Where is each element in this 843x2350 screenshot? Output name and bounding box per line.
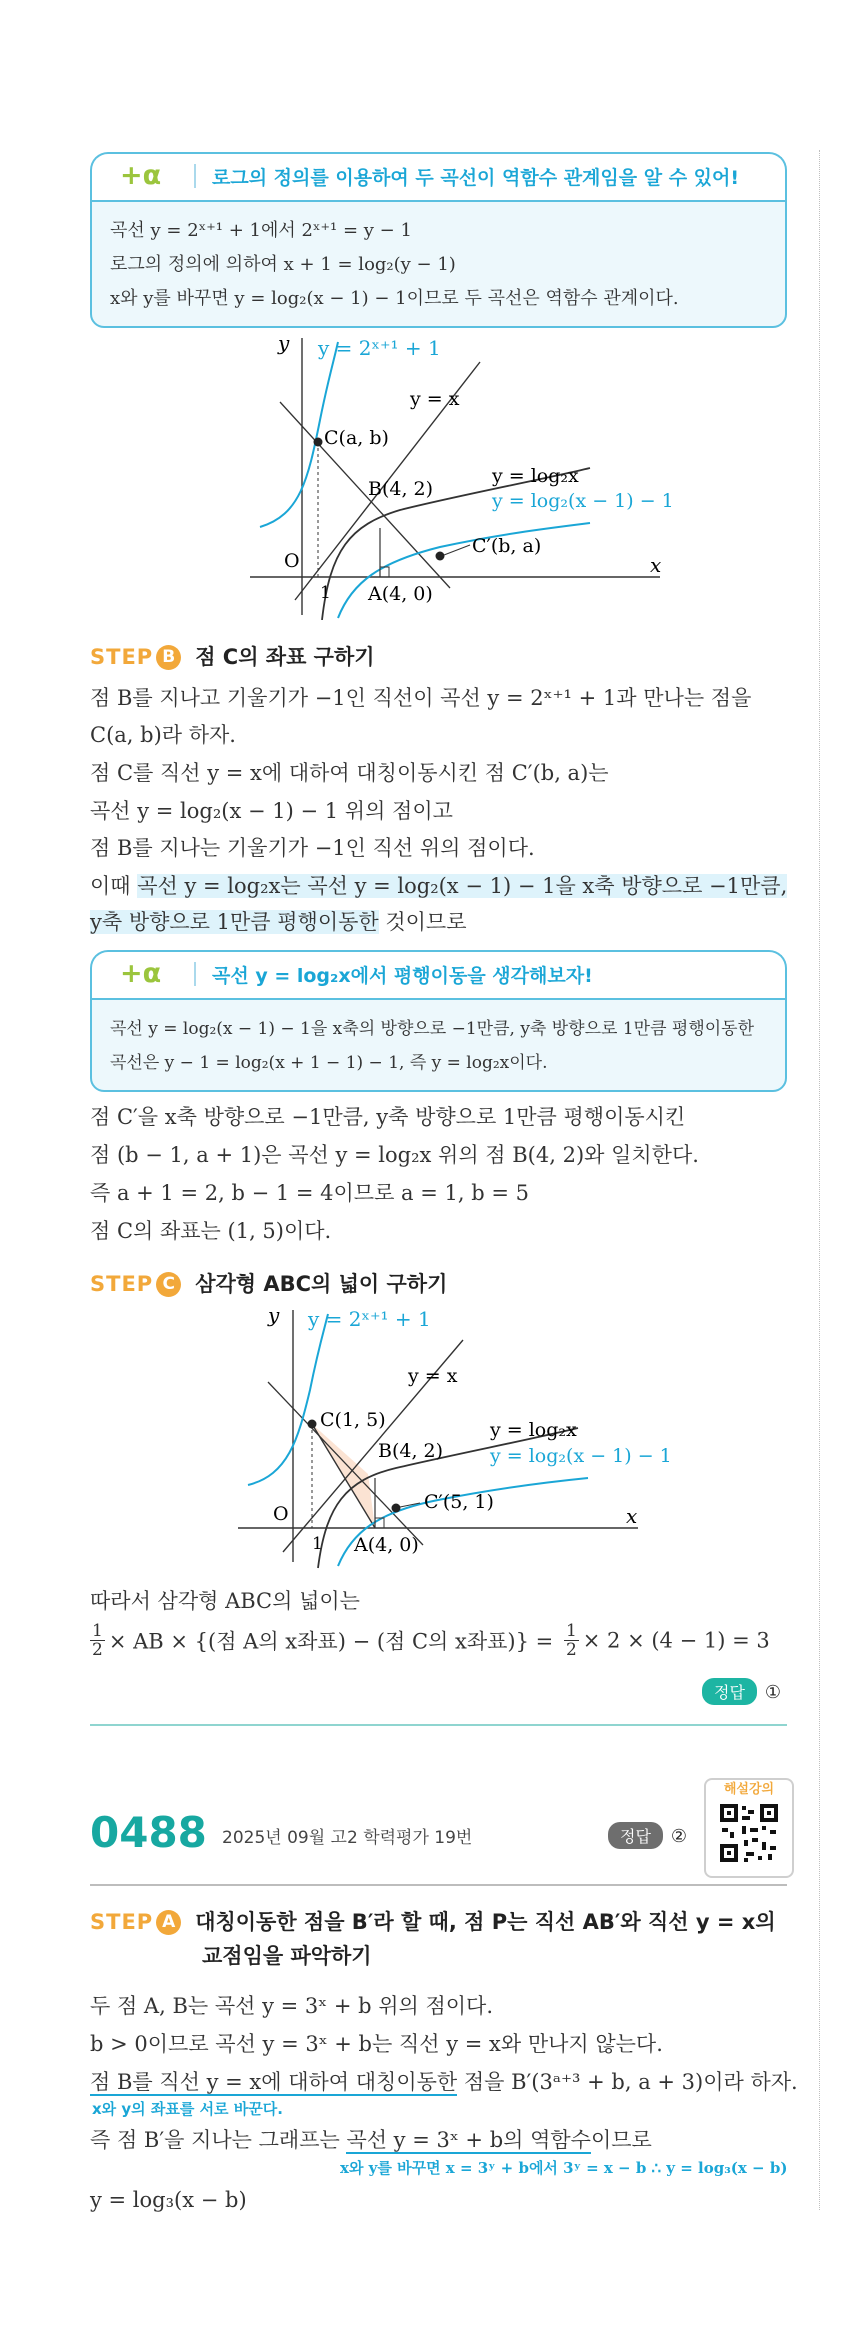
fraction-numerator: 1: [565, 1621, 577, 1641]
curve-log2-label: y = log₂(x − 1) − 1: [492, 490, 674, 512]
tip-box-2: [90, 950, 787, 1092]
text-line: 즉 a + 1 = 2, b − 1 = 4이므로 a = 1, b = 5: [90, 1181, 529, 1205]
underlined-text: 곡선 y = 3ˣ + b의 역함수: [346, 2128, 591, 2152]
step-letter-badge: C: [156, 1272, 181, 1297]
text-line: b > 0이므로 곡선 y = 3ˣ + b는 직선 y = x와 만나지 않는다.: [90, 2032, 663, 2056]
tip-line: 곡선은 y − 1 = log₂(x + 1 − 1) − 1, 즉 y = log₂x이다.: [110, 1053, 548, 1073]
text-line: y = log₃(x − b): [90, 2188, 247, 2212]
area-formula: [90, 1622, 770, 1670]
question-divider: [90, 1884, 787, 1886]
tip-header: [90, 152, 787, 200]
qr-code-icon: [718, 1802, 780, 1864]
tip-box-1: [90, 152, 787, 328]
point-B-label: B(4, 2): [368, 478, 434, 500]
line-yx-label: y = x: [408, 1365, 458, 1387]
tip-line: 곡선 y = 2ˣ⁺¹ + 1에서 2ˣ⁺¹ = y − 1: [110, 220, 412, 241]
point-C-prime: [392, 1504, 401, 1513]
step-title: 점 C의 좌표 구하기: [195, 645, 375, 669]
question-number: 0488: [90, 1808, 207, 1857]
highlighted-text: y축 방향으로 1만큼 평행이동한: [90, 910, 379, 934]
curve-log2-label: y = log₂(x − 1) − 1: [490, 1445, 672, 1467]
line-slope-minus-one: [268, 1382, 423, 1545]
text-span: 이때: [90, 874, 138, 898]
answer-line: [608, 1822, 687, 1849]
tip-header: [90, 950, 787, 998]
divider: [194, 164, 196, 188]
point-C: [308, 1420, 317, 1429]
point-A-label: A(4, 0): [354, 1534, 419, 1556]
divider: [194, 962, 196, 986]
text-line: [90, 2124, 652, 2154]
step-title: 교점임을 파악하기: [202, 1944, 372, 1968]
curve-log-label: y = log₂x: [490, 1419, 577, 1441]
text-span: 즉 점 B′을 지나는 그래프는: [90, 2128, 347, 2152]
curve-exp-label: y = 2ˣ⁺¹ + 1: [308, 1307, 431, 1331]
highlight-line-1: [90, 870, 787, 900]
text-span: 이므로: [590, 2128, 652, 2152]
x-axis-label: x: [650, 553, 662, 577]
plus-alpha-icon: +α: [120, 160, 162, 191]
label-pointer: [444, 545, 470, 555]
step-b-heading: [90, 641, 375, 671]
step-letter-badge: B: [156, 645, 181, 670]
answer-line: [702, 1678, 781, 1705]
tip-line: x와 y를 바꾸면 y = log₂(x − 1) − 1이므로 두 곡선은 역함수 관계이다.: [110, 288, 679, 309]
step-label: STEP: [90, 1272, 154, 1296]
point-C-label: C(a, b): [324, 427, 389, 449]
fraction: [90, 1622, 105, 1659]
step-label: STEP: [90, 645, 154, 669]
question-source: 2025년 09월 고2 학력평가 19번: [222, 1828, 473, 1848]
fraction-denominator: 2: [92, 1640, 103, 1660]
curve-exponential: [248, 1314, 328, 1485]
fraction-denominator: 2: [565, 1640, 577, 1660]
graph-figure-1: [240, 330, 710, 620]
point-B-label: B(4, 2): [378, 1440, 444, 1462]
tick-one-label: 1: [320, 583, 331, 603]
point-A-label: A(4, 0): [368, 583, 433, 605]
origin-label: O: [273, 1503, 289, 1525]
plus-alpha-icon: +α: [120, 958, 162, 989]
answer-value: ②: [670, 1826, 688, 1847]
text-line: 점 C의 좌표는 (1, 5)이다.: [90, 1219, 332, 1243]
annotation-note: x와 y의 좌표를 서로 바꾼다.: [92, 2100, 283, 2118]
text-span: 것이므로: [378, 910, 467, 934]
highlighted-text: 곡선 y = log₂x는 곡선 y = log₂(x − 1) − 1을 x축 방향으로 −1만큼,: [137, 874, 788, 898]
fraction: [564, 1622, 579, 1659]
step-title: 삼각형 ABC의 넓이 구하기: [195, 1272, 448, 1296]
text-line: 점 C를 직선 y = x에 대하여 대칭이동시킨 점 C′(b, a)는: [90, 761, 609, 785]
lecture-label: 해설강의: [723, 1782, 775, 1797]
column-divider: [819, 150, 820, 2210]
highlight-line-2: [90, 906, 467, 936]
text-line: 두 점 A, B는 곡선 y = 3ˣ + b 위의 점이다.: [90, 1994, 493, 2018]
text-span: 점을 B′(3ᵃ⁺³ + b, a + 3)이라 하자.: [457, 2070, 798, 2094]
curve-log-label: y = log₂x: [492, 465, 579, 487]
step-title: 대칭이동한 점을 B′라 할 때, 점 P는 직선 AB′와 직선 y = x의: [195, 1910, 776, 1934]
x-axis-label: x: [626, 1504, 638, 1528]
text-line: 점 B를 지나고 기울기가 −1인 직선이 곡선 y = 2ˣ⁺¹ + 1과 만나는 점을: [90, 686, 752, 710]
line-yx-label: y = x: [410, 388, 460, 410]
graph-figure-2: [228, 1300, 698, 1570]
point-C-prime-label: C′(5, 1): [424, 1491, 494, 1513]
y-axis-label: y: [268, 1303, 280, 1327]
underlined-text: 점 B를 직선 y = x에 대하여 대칭이동한: [90, 2070, 458, 2094]
tip-body: [90, 200, 787, 328]
text-line: C(a, b)라 하자.: [90, 723, 236, 747]
tip-line: 곡선 y = log₂(x − 1) − 1을 x축의 방향으로 −1만큼, y축 방향으로 1만큼 평행이동한: [110, 1019, 755, 1039]
answer-badge: 정답: [608, 1822, 663, 1849]
point-C-label: C(1, 5): [320, 1409, 386, 1431]
tip-title: 로그의 정의를 이용하여 두 곡선이 역함수 관계임을 알 수 있어!: [212, 167, 740, 189]
text-line: 점 C′을 x축 방향으로 −1만큼, y축 방향으로 1만큼 평행이동시킨: [90, 1105, 686, 1129]
text-line: 점 B를 지나는 기울기가 −1인 직선 위의 점이다.: [90, 836, 535, 860]
step-label: STEP: [90, 1910, 154, 1934]
fraction-numerator: 1: [92, 1621, 103, 1641]
curve-exp-label: y = 2ˣ⁺¹ + 1: [318, 336, 441, 360]
origin-label: O: [284, 550, 300, 572]
text-line: 따라서 삼각형 ABC의 넓이는: [90, 1589, 360, 1613]
lecture-qr-box[interactable]: [704, 1778, 794, 1878]
y-axis-label: y: [278, 331, 290, 355]
answer-value: ①: [764, 1682, 782, 1703]
tip-body: [90, 998, 787, 1092]
step-c-heading: [90, 1268, 447, 1298]
tip-line: 로그의 정의에 의하여 x + 1 = log₂(y − 1): [110, 254, 456, 275]
text-line: 점 (b − 1, a + 1)은 곡선 y = log₂x 위의 점 B(4, 2)와 일치한다.: [90, 1143, 699, 1167]
tip-title: 곡선 y = log₂x에서 평행이동을 생각해보자!: [212, 965, 593, 987]
step-a-heading: [90, 1906, 776, 1936]
section-divider: [90, 1724, 787, 1726]
text-line: 곡선 y = log₂(x − 1) − 1 위의 점이고: [90, 799, 453, 823]
annotation-note: x와 y를 바꾸면 x = 3ʸ + b에서 3ʸ = x − b ∴ y = log₃(x − b): [340, 2159, 788, 2177]
text-line: [90, 2066, 798, 2096]
point-C-prime-label: C′(b, a): [472, 535, 542, 557]
formula-text: × AB × {(점 A의 x좌표) − (점 C의 x좌표)} =: [108, 1629, 554, 1654]
formula-text: × 2 × (4 − 1) = 3: [582, 1628, 770, 1653]
step-a-heading-cont: [202, 1940, 372, 1970]
step-letter-badge: A: [156, 1910, 181, 1935]
point-C: [314, 438, 323, 447]
tick-one-label: 1: [312, 1534, 323, 1554]
answer-badge: 정답: [702, 1678, 757, 1705]
point-C-prime: [436, 552, 445, 561]
